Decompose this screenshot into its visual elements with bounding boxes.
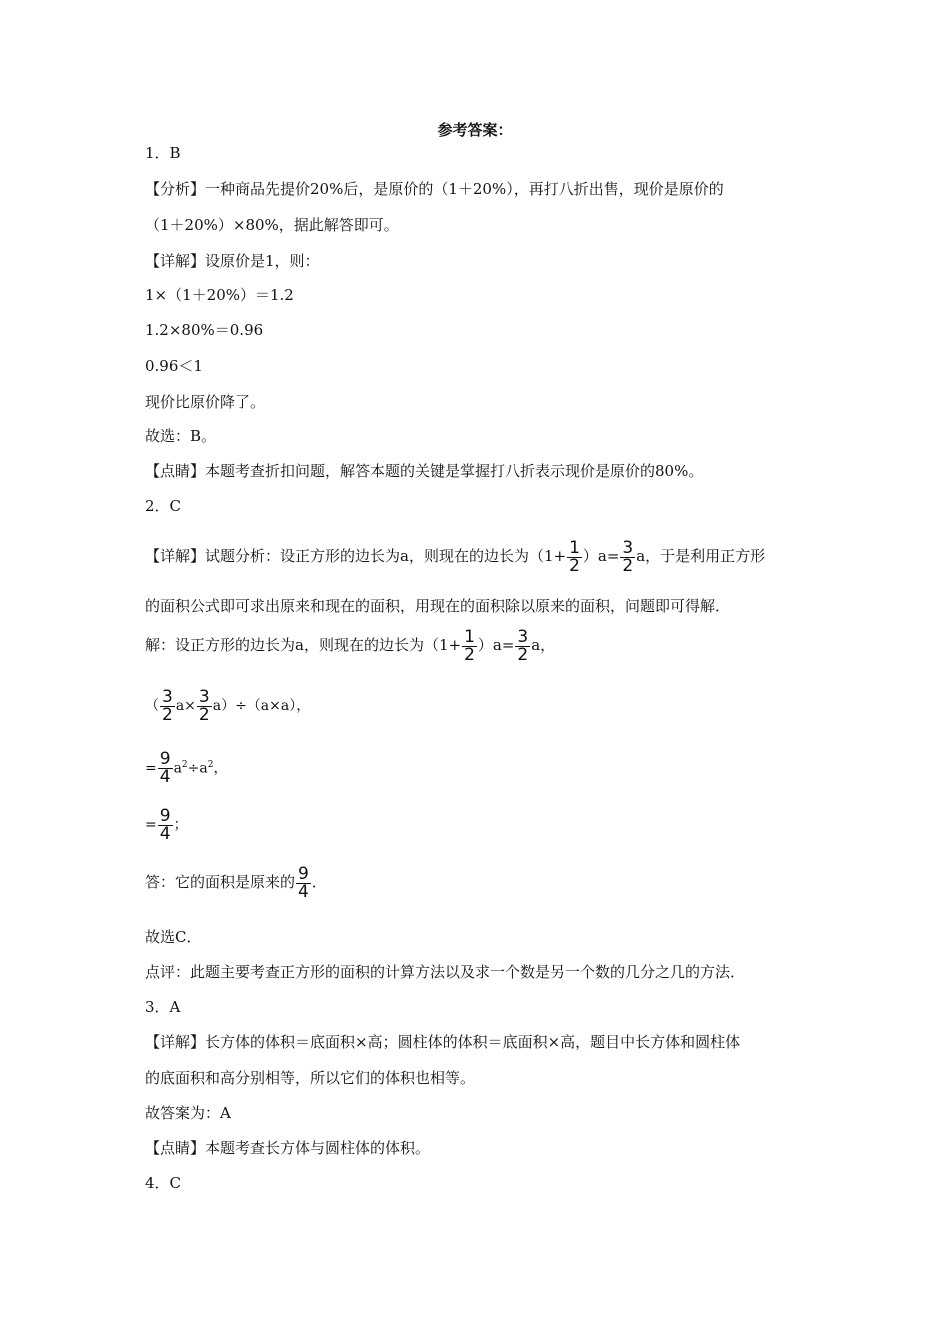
fraction-numerator: 1 <box>569 537 580 558</box>
fraction-denominator: 2 <box>464 644 475 665</box>
fraction-nine-quarters <box>158 805 173 844</box>
q3-detail-line-1: 【详解】长方体的体积＝底面积×高；圆柱体的体积＝底面积×高，题目中长方体和圆柱体 <box>145 1033 741 1051</box>
q2-ans-prefix: 答：它的面积是原来的 <box>145 873 296 891</box>
q2-choose: 故选C． <box>145 928 202 946</box>
fraction-numerator: 9 <box>159 805 171 826</box>
q2-solve-prefix: 解：设正方形的边长为a，则现在的边长为（1+ <box>145 636 462 654</box>
q4-answer: 4．C <box>145 1174 182 1192</box>
fraction-three-halves <box>620 537 635 576</box>
q3-answer: 3．A <box>145 998 181 1016</box>
q2-step2-a: a <box>173 760 182 777</box>
q2-answer: 2．C <box>145 497 182 515</box>
fraction-one-half <box>567 537 582 576</box>
fraction-three-halves <box>197 686 212 725</box>
q2-ans-suffix: ． <box>311 873 327 891</box>
q1-calc-3: 0.96＜1 <box>145 357 203 375</box>
fraction-three-halves <box>160 686 175 725</box>
q2-detail-prefix: 【详解】试题分析：设正方形的边长为a，则现在的边长为（1+ <box>145 547 567 565</box>
q2-step1-suffix: a）÷（a×a）， <box>212 698 311 714</box>
q1-analysis-line-1: 【分析】一种商品先提价20%后，是原价的（1＋20%），再打八折出售，现价是原价的 <box>145 180 724 198</box>
q2-comment: 点评：此题主要考查正方形的面积的计算方法以及求一个数是另一个数的几分之几的方法． <box>145 963 746 981</box>
fraction-numerator: 1 <box>464 626 475 647</box>
q3-detail-line-2: 的底面积和高分别相等，所以它们的体积也相等。 <box>145 1069 476 1087</box>
q2-detail-suffix: a，于是利用正方形 <box>636 547 766 565</box>
fraction-denominator: 2 <box>198 704 210 725</box>
fraction-denominator: 2 <box>162 704 173 725</box>
q3-choose: 故答案为：A <box>145 1104 231 1122</box>
q2-step-1 <box>145 688 310 724</box>
q2-step2-prefix: = <box>145 760 157 777</box>
q2-detail-mid: ）a= <box>582 547 620 565</box>
q1-answer: 1．B <box>145 144 181 162</box>
fraction-nine-quarters <box>296 863 311 902</box>
q1-analysis-line-2: （1＋20%）×80%，据此解答即可。 <box>145 216 399 234</box>
fraction-denominator: 4 <box>298 881 309 902</box>
fraction-nine-quarters <box>158 751 173 786</box>
fraction-denominator: 4 <box>159 767 171 788</box>
exponent: 2 <box>207 760 214 770</box>
answer-key-title: 参考答案： <box>437 121 513 139</box>
q2-step3-suffix: ； <box>173 817 188 833</box>
q2-detail-line-1 <box>145 538 765 575</box>
q1-choose: 故选：B。 <box>145 427 217 445</box>
fraction-three-halves <box>515 626 530 665</box>
fraction-denominator: 2 <box>569 555 580 576</box>
q2-step-2 <box>145 747 227 787</box>
q2-step1-mid: a× <box>175 698 196 714</box>
fraction-denominator: 4 <box>159 823 171 844</box>
q1-calc-2: 1.2×80%＝0.96 <box>145 321 264 339</box>
q1-detail: 【详解】设原价是1，则： <box>145 252 320 270</box>
fraction-numerator: 3 <box>517 626 529 647</box>
fraction-one-half <box>462 626 477 665</box>
fraction-numerator: 3 <box>198 686 210 707</box>
fraction-denominator: 2 <box>517 644 529 665</box>
q1-comment: 【点睛】本题考查折扣问题，解答本题的关键是掌握打八折表示现价是原价的80%。 <box>145 462 704 480</box>
q2-detail-line-2: 的面积公式即可求出原来和现在的面积，用现在的面积除以原来的面积，问题即可得解． <box>145 597 731 615</box>
q1-conclusion: 现价比原价降了。 <box>145 393 266 411</box>
fraction-denominator: 2 <box>622 555 634 576</box>
fraction-numerator: 9 <box>159 749 171 770</box>
q2-step2-div: ÷a <box>187 760 208 777</box>
q1-calc-1: 1×（1＋20%）＝1.2 <box>145 286 294 304</box>
q2-step1-open: （ <box>145 698 159 714</box>
q2-solve-suffix: a， <box>531 636 556 654</box>
fraction-numerator: 9 <box>298 863 309 884</box>
exponent: 2 <box>181 760 188 770</box>
q2-solve-mid: ）a= <box>477 636 515 654</box>
q2-step2-end: ， <box>213 760 228 777</box>
q2-step-3 <box>145 807 188 843</box>
fraction-numerator: 3 <box>622 537 634 558</box>
q2-step3-prefix: = <box>145 817 157 833</box>
q2-answer-statement <box>145 864 327 901</box>
q2-solve-line <box>145 627 555 664</box>
fraction-numerator: 3 <box>162 686 173 707</box>
q3-comment: 【点睛】本题考查长方体与圆柱体的体积。 <box>145 1139 431 1157</box>
